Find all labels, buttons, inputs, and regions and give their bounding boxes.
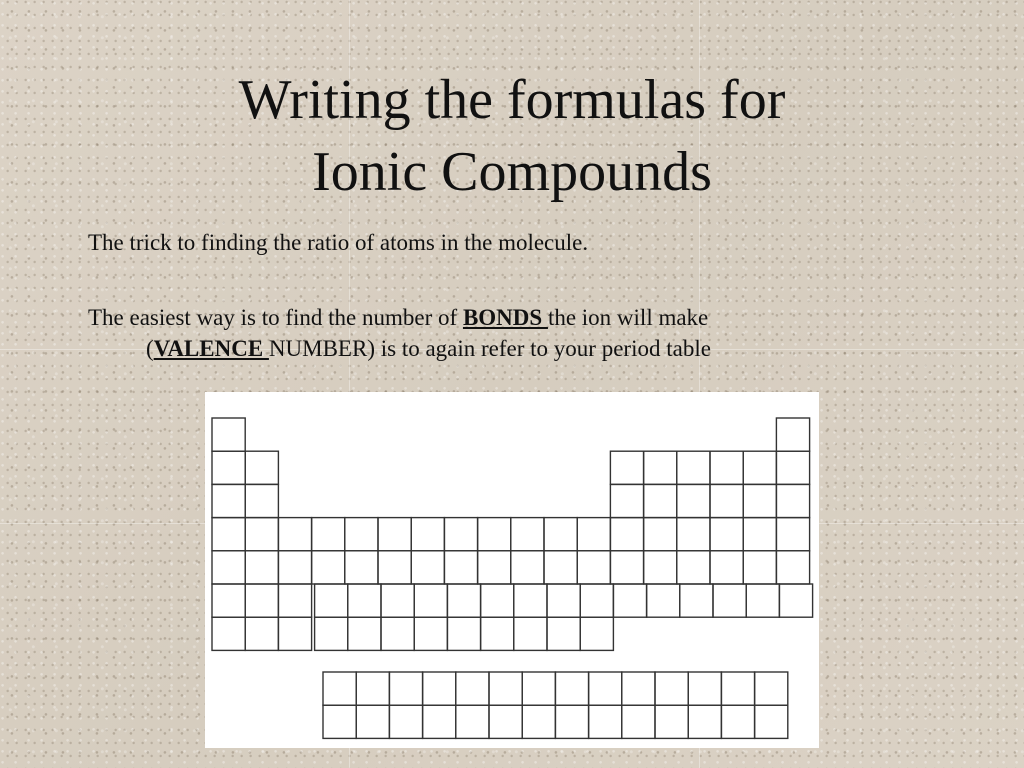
element-cell [511, 518, 544, 551]
element-cell [710, 518, 743, 551]
element-cell [381, 617, 414, 650]
element-cell [212, 551, 245, 584]
element-cell [610, 451, 643, 484]
open-paren: ( [146, 336, 154, 361]
element-cell [312, 518, 345, 551]
bonds-keyword: BONDS [462, 305, 548, 330]
element-cell [743, 551, 776, 584]
paragraph-trick: The trick to finding the ratio of atoms in the molecule. [88, 230, 589, 255]
element-cell [348, 584, 381, 617]
f-block-cell [555, 705, 588, 738]
f-block-cell [456, 705, 489, 738]
f-block-cell [356, 705, 389, 738]
element-cell [278, 584, 311, 617]
element-cell [414, 584, 447, 617]
element-cell [378, 551, 411, 584]
element-cell [212, 584, 245, 617]
element-cell [478, 551, 511, 584]
f-block-cell [356, 672, 389, 705]
slide-title-line-2: Ionic Compounds [312, 141, 712, 203]
f-block-cell [589, 705, 622, 738]
f-block-cell [755, 672, 788, 705]
element-cell [644, 518, 677, 551]
paragraph-text: The easiest way is to find the number of [88, 305, 463, 330]
f-block-cell [721, 705, 754, 738]
blank-periodic-table-icon [205, 392, 819, 748]
element-cell [743, 518, 776, 551]
element-cell [447, 584, 480, 617]
element-cell [577, 518, 610, 551]
element-cell [776, 518, 809, 551]
element-cell [644, 451, 677, 484]
element-cell [212, 484, 245, 517]
element-cell [544, 518, 577, 551]
f-block-cell [688, 672, 721, 705]
element-cell [613, 584, 646, 617]
element-cell [348, 617, 381, 650]
f-block-cell [489, 705, 522, 738]
element-cell [278, 617, 311, 650]
element-cell [580, 584, 613, 617]
element-cell [414, 617, 447, 650]
element-cell [776, 551, 809, 584]
paragraph-text: NUMBER) is to again refer to your period table [268, 336, 711, 361]
element-cell [411, 518, 444, 551]
f-block-cell [423, 672, 456, 705]
f-block-cell [655, 672, 688, 705]
element-cell [680, 584, 713, 617]
f-block-cell [655, 705, 688, 738]
element-cell [212, 518, 245, 551]
paragraph-continuation [88, 333, 888, 364]
element-cell [746, 584, 779, 617]
element-cell [245, 484, 278, 517]
element-cell [381, 584, 414, 617]
element-cell [677, 518, 710, 551]
element-cell [710, 484, 743, 517]
element-cell [245, 584, 278, 617]
element-cell [776, 418, 809, 451]
element-cell [444, 518, 477, 551]
element-cell [212, 451, 245, 484]
valence-keyword: VALENCE [153, 336, 269, 361]
f-block-cell [555, 672, 588, 705]
f-block-cell [423, 705, 456, 738]
element-cell [610, 518, 643, 551]
element-cell [212, 617, 245, 650]
element-cell [511, 551, 544, 584]
periodic-table-image [205, 392, 819, 748]
element-cell [312, 551, 345, 584]
element-cell [610, 484, 643, 517]
element-cell [580, 617, 613, 650]
element-cell [547, 584, 580, 617]
element-cell [212, 418, 245, 451]
element-cell [315, 617, 348, 650]
paragraph-text: the ion will make [547, 305, 709, 330]
element-cell [776, 451, 809, 484]
element-cell [411, 551, 444, 584]
slide-title [0, 64, 1024, 208]
f-block-cell [522, 672, 555, 705]
element-cell [345, 551, 378, 584]
f-block-cell [389, 672, 422, 705]
f-block-cell [323, 705, 356, 738]
f-block-cell [622, 705, 655, 738]
element-cell [245, 617, 278, 650]
element-cell [713, 584, 746, 617]
element-cell [481, 617, 514, 650]
element-cell [245, 551, 278, 584]
element-cell [644, 551, 677, 584]
f-block-cell [389, 705, 422, 738]
element-cell [514, 617, 547, 650]
element-cell [447, 617, 480, 650]
element-cell [481, 584, 514, 617]
element-cell [677, 484, 710, 517]
element-cell [779, 584, 812, 617]
element-cell [315, 584, 348, 617]
element-cell [647, 584, 680, 617]
f-block-cell [688, 705, 721, 738]
element-cell [710, 551, 743, 584]
element-cell [544, 551, 577, 584]
element-cell [547, 617, 580, 650]
element-cell [710, 451, 743, 484]
element-cell [776, 484, 809, 517]
element-cell [514, 584, 547, 617]
element-cell [644, 484, 677, 517]
f-block-cell [522, 705, 555, 738]
f-block-cell [755, 705, 788, 738]
element-cell [378, 518, 411, 551]
f-block-cell [622, 672, 655, 705]
element-cell [610, 551, 643, 584]
element-cell [577, 551, 610, 584]
paragraph-easiest-way [88, 302, 888, 364]
element-cell [478, 518, 511, 551]
f-block-cell [323, 672, 356, 705]
f-block-cell [721, 672, 754, 705]
element-cell [677, 451, 710, 484]
element-cell [677, 551, 710, 584]
f-block-cell [489, 672, 522, 705]
element-cell [444, 551, 477, 584]
element-cell [245, 451, 278, 484]
element-cell [743, 484, 776, 517]
element-cell [743, 451, 776, 484]
element-cell [345, 518, 378, 551]
element-cell [278, 551, 311, 584]
element-cell [245, 518, 278, 551]
f-block-cell [456, 672, 489, 705]
slide-title-line-1: Writing the formulas for [238, 69, 786, 131]
element-cell [278, 518, 311, 551]
f-block-cell [589, 672, 622, 705]
